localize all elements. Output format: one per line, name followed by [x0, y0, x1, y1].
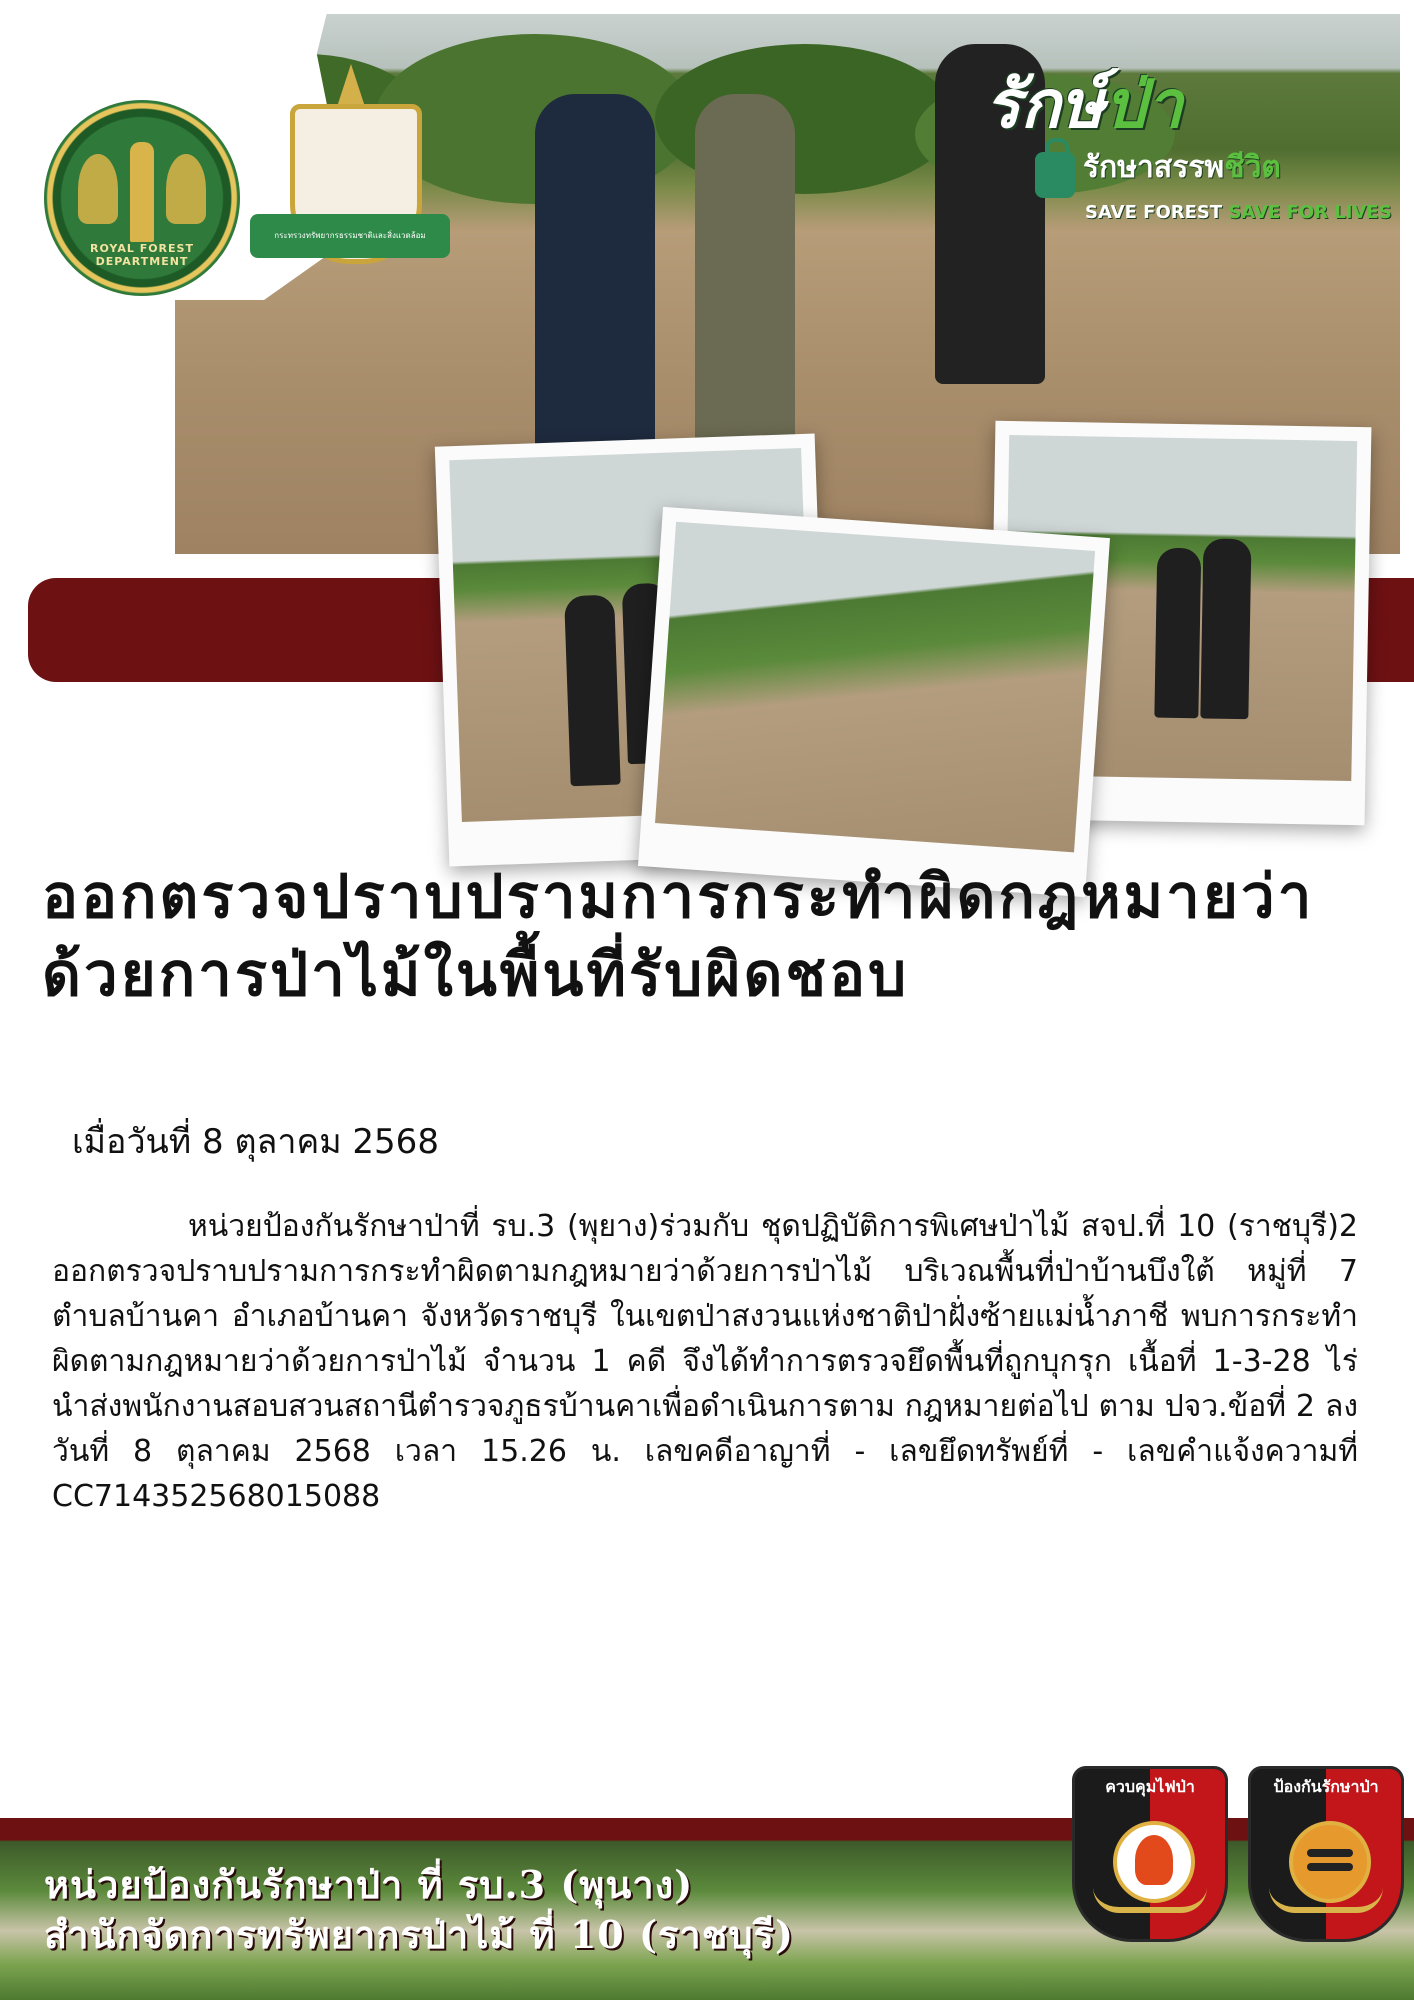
royal-forest-department-logo — [44, 100, 240, 296]
footer-line-1: หน่วยป้องกันรักษาป่า ที่ รบ.3 (พุนาง) — [44, 1862, 694, 1907]
fire-control-badge — [1072, 1766, 1228, 1942]
event-date: เมื่อวันที่ 8 ตุลาคม 2568 — [72, 1122, 439, 1162]
footer-line-2: สำนักจัดการทรัพยากรป่าไม้ ที่ 10 (ราชบุรี) — [44, 1912, 795, 1957]
ministry-crest-logo — [250, 64, 450, 292]
badge-label: ป้องกันรักษาป่า — [1273, 1777, 1379, 1796]
logo-ring-text: ROYAL FOREST DEPARTMENT — [90, 242, 194, 268]
lock-icon — [1035, 152, 1075, 198]
badge-label: ควบคุมไฟป่า — [1105, 1777, 1195, 1796]
photo-polaroid-2 — [638, 507, 1110, 897]
page-title: ออกตรวจปราบปรามการกระทำผิดกฎหมายว่าด้วยการป่าไม้ในพื้นที่รับผิดชอบ — [42, 862, 1315, 1010]
footer-agency — [44, 1860, 794, 1960]
forest-protection-badge — [1248, 1766, 1404, 1942]
body-paragraph: หน่วยป้องกันรักษาป่าที่ รบ.3 (พุยาง)ร่วมกับ ชุดปฏิบัติการพิเศษป่าไม้ สจป.ที่ 10 (ราชบุรี)2 ออกตรวจปราบปรามการกระทำผิดตามกฎหมายว่าด้วยการป่าไม้ บริเวณพื้นที่ป่าบ้านบึงใต้ หมู่ที่ 7 ตำบลบ้านคา อำเภอบ้านคา จังหวัดราชบุรี ในเขตป่าสงวนแห่งชาติป่าฝั่งซ้ายแม่น้ำภาชี พบการกระทำผิดตามกฎหมายว่าด้วยการป่าไม้ จำนวน 1 คดี จึงได้ทำการตรวจยึดพื้นที่ถูกบุกรุก เนื้อที่ 1-3-28 ไร่ นำส่งพนักงานสอบสวนสถานีตำรวจภูธรบ้านคาเพื่อดำเนินการตาม กฎหมายต่อไป ตาม ปจว.ข้อที่ 2 ลงวันที่ 8 ตุลาคม 2568 เวลา 15.26 น. เลขคดีอาญาที่ - เลขยึดทรัพย์ที่ - เลขคำแจ้งความที่ CC714352568015088 — [52, 1209, 1358, 1514]
ministry-banner-text: กระทรวงทรัพยากรธรรมชาติและสิ่งแวดล้อม — [250, 214, 450, 258]
save-forest-campaign-logo: รักษ์ป่า รักษาสรรพชีวิต SAVE FOREST SAVE FOR LIVES — [985, 66, 1392, 223]
